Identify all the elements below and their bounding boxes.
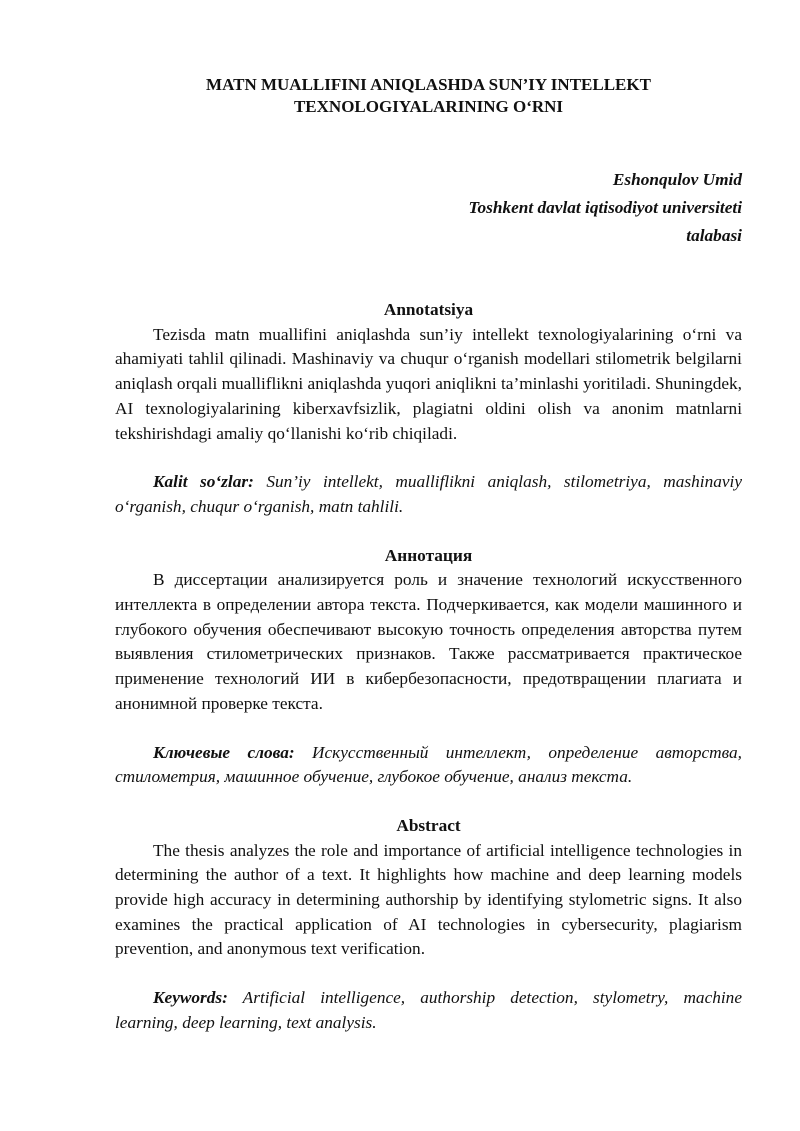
- paper-title: [115, 74, 742, 118]
- abstract-en: [115, 814, 742, 1036]
- abstract-ru-text: В диссертации анализируется роль и значение технологий искусственного интеллекта в определении автора текста. Подчеркивается, как модели машинного и глубокого обучения обеспечивают высокую точность определения авторства путем выявления стилометрических признаков. Также рассматривается практическое применение технологий ИИ в кибербезопасности, предотвращении плагиата и анонимной проверке текста.: [115, 570, 742, 713]
- keywords-ru-list: Искусственный интеллект, определение авторства, стилометрия, машинное обучение, глубокое обучение, анализ текста.: [115, 742, 742, 787]
- abstract-ru-heading: Аннотация: [384, 545, 473, 565]
- keywords-uz: [115, 470, 742, 519]
- author-block: [115, 166, 742, 250]
- keywords-en-label: Keywords:: [153, 988, 228, 1008]
- keywords-en: [115, 986, 742, 1035]
- keywords-ru-label: Ключевые слова:: [153, 742, 295, 762]
- abstract-en-heading: Abstract: [396, 815, 461, 835]
- document-page: [115, 74, 742, 1036]
- keywords-ru: [115, 741, 742, 790]
- author-affiliation: Toshkent davlat iqtisodiyot universiteti: [468, 198, 742, 217]
- abstract-uz: [115, 298, 742, 520]
- abstract-en-text: The thesis analyzes the role and importance of artificial intelligence technologies in determining the author of a text. It highlights how machine and deep learning models provide high accuracy in determining authorship by identifying stylometric signs. It also examines the practical application of AI technologies in cybersecurity, plagiarism prevention, and anonymous text verification.: [115, 840, 742, 959]
- abstract-uz-text: Tezisda matn muallifini aniqlashda sun’iy intellekt texnologiyalarining o‘rni va ahamiyati tahlil qilinadi. Mashinaviy va chuqur o‘rganish modellari stilometrik belgilarni aniqlash orqali mualliflikni aniqlashda yuqori aniqlikni ta’minlashi yoritiladi. Shuningdek, AI texnologiyalarining kiberxavfsizlik, plagiatni oldini olish va anonim matnlarni tekshirishdagi amaliy qo‘llanishi ko‘rib chiqiladi.: [115, 324, 742, 443]
- author-role: talabasi: [686, 226, 742, 245]
- author-name: Eshonqulov Umid: [612, 170, 742, 189]
- abstract-ru: [115, 544, 742, 790]
- title-line-2: TEXNOLOGIYALARINING O‘RNI: [293, 97, 564, 116]
- title-line-1: MATN MUALLIFINI ANIQLASHDA SUN’IY INTELLEKT: [206, 75, 651, 94]
- abstract-uz-heading: Annotatsiya: [383, 300, 474, 319]
- keywords-en-list: Artificial intelligence, authorship detection, stylometry, machine learning, deep learning, text analysis.: [115, 988, 742, 1032]
- keywords-uz-label: Kalit so‘zlar:: [153, 472, 254, 492]
- keywords-uz-list: Sun’iy intellekt, mualliflikni aniqlash, stilometriya, mashinaviy o‘rganish, chuqur o‘rganish, matn tahlili.: [115, 472, 742, 516]
